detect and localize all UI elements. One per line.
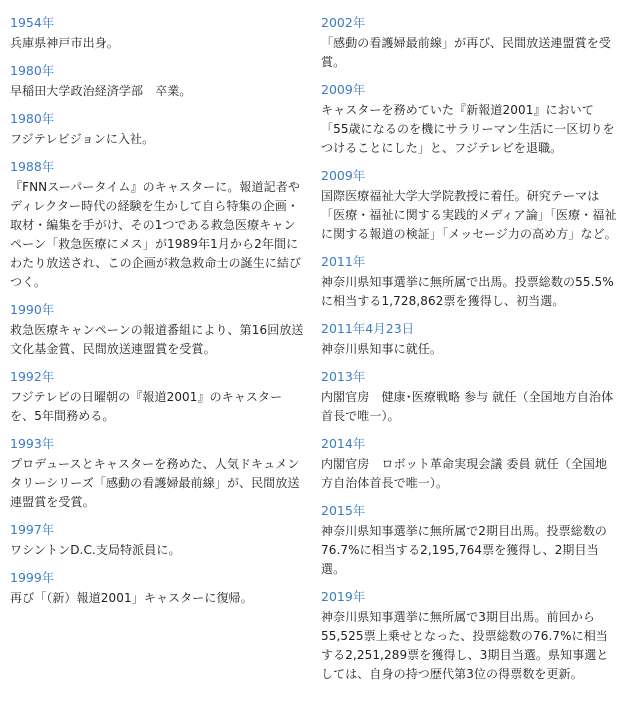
entry-year: 1997年 xyxy=(10,522,55,537)
timeline-entry xyxy=(10,435,306,512)
entry-text: 兵庫県神戸市出身。 xyxy=(10,36,119,50)
entry-year: 1992年 xyxy=(10,369,55,384)
timeline-entry xyxy=(10,110,306,149)
timeline-entry xyxy=(321,320,617,359)
entry-text: 内閣官房 ロボット革命実現会議 委員 就任（全国地方自治体首長で唯一）。 xyxy=(321,457,608,490)
timeline-entry xyxy=(10,521,306,560)
entry-year: 1980年 xyxy=(10,111,55,126)
entry-year: 1954年 xyxy=(10,15,55,30)
entry-text: フジテレビの日曜朝の『報道2001』のキャスターを、5年間務める。 xyxy=(10,390,283,423)
timeline-entry xyxy=(10,62,306,101)
entry-text: 再び「（新）報道2001」キャスターに復帰。 xyxy=(10,591,253,605)
timeline-column-right xyxy=(321,14,617,693)
entry-year: 2009年 xyxy=(321,82,366,97)
entry-year: 2019年 xyxy=(321,589,366,604)
timeline-entry xyxy=(321,81,617,158)
entry-year: 1990年 xyxy=(10,302,55,317)
entry-text: 内閣官房 健康･医療戦略 参与 就任（全国地方自治体首長で唯一）。 xyxy=(321,390,614,423)
entry-text: 早稲田大学政治経済学部 卒業。 xyxy=(10,84,192,98)
timeline-entry xyxy=(321,368,617,426)
timeline-entry xyxy=(321,502,617,579)
timeline-entry xyxy=(10,569,306,608)
timeline-entry xyxy=(321,14,617,72)
entry-year: 2011年 xyxy=(321,254,366,269)
entry-text: 国際医療福祉大学大学院教授に着任。研究テーマは「医療・福祉に関する実践的メディア論」「医療・福祉に関する報道の検証」「メッセージ力の高め方」など。 xyxy=(321,189,617,241)
entry-year: 2013年 xyxy=(321,369,366,384)
entry-year: 2014年 xyxy=(321,436,366,451)
entry-text: キャスターを務めていた『新報道2001』において「55歳になるのを機にサラリーマン生活に一区切りをつけることにした」と、フジテレビを退職。 xyxy=(321,103,615,155)
timeline-entry xyxy=(10,301,306,359)
timeline-entry xyxy=(321,167,617,244)
entry-text: フジテレビジョンに入社。 xyxy=(10,132,155,146)
entry-year: 1993年 xyxy=(10,436,55,451)
timeline-column-left xyxy=(10,14,306,693)
timeline-entry xyxy=(321,253,617,311)
entry-text: ワシントンD.C.支局特派員に。 xyxy=(10,543,181,557)
entry-text: 神奈川県知事選挙に無所属で出馬。投票総数の55.5%に相当する1,728,862票を獲得し、初当選。 xyxy=(321,275,614,308)
entry-text: 「感動の看護婦最前線」が再び、民間放送連盟賞を受賞。 xyxy=(321,36,611,69)
entry-year: 2002年 xyxy=(321,15,366,30)
entry-text: 神奈川県知事選挙に無所属で3期目出馬。前回から55,525票上乗せとなった、投票総数の76.7%に相当する2,251,289票を獲得し、3期目当選。県知事選としては、自身の持つ歴代第3位の得票数を更新。 xyxy=(321,610,609,681)
entry-text: 『FNNスーパータイム』のキャスターに。報道記者やディレクター時代の経験を生かして自ら特集の企画・取材・編集を手がけ、その1つである救急医療キャンペーン「救急医療にメス」が1989年1月から2年間にわたり放送され、この企画が救急救命士の誕生に結びつく。 xyxy=(10,180,302,289)
entry-year: 2009年 xyxy=(321,168,366,183)
entry-year: 1980年 xyxy=(10,63,55,78)
timeline-entry xyxy=(321,588,617,684)
entry-year: 2015年 xyxy=(321,503,366,518)
entry-text: 神奈川県知事に就任。 xyxy=(321,342,443,356)
timeline-entry xyxy=(10,368,306,426)
entry-text: 神奈川県知事選挙に無所属で2期目出馬。投票総数の76.7%に相当する2,195,764票を獲得し、2期目当選。 xyxy=(321,524,608,576)
timeline-entry xyxy=(321,435,617,493)
entry-text: 救急医療キャンペーンの報道番組により、第16回放送文化基金賞、民間放送連盟賞を受賞。 xyxy=(10,323,304,356)
timeline-entry xyxy=(10,14,306,53)
entry-year: 1999年 xyxy=(10,570,55,585)
entry-year: 2011年4月23日 xyxy=(321,321,415,336)
entry-text: プロデュースとキャスターを務めた、人気ドキュメンタリーシリーズ「感動の看護婦最前線」が、民間放送連盟賞を受賞。 xyxy=(10,457,300,509)
entry-year: 1988年 xyxy=(10,159,55,174)
timeline-entry xyxy=(10,158,306,292)
